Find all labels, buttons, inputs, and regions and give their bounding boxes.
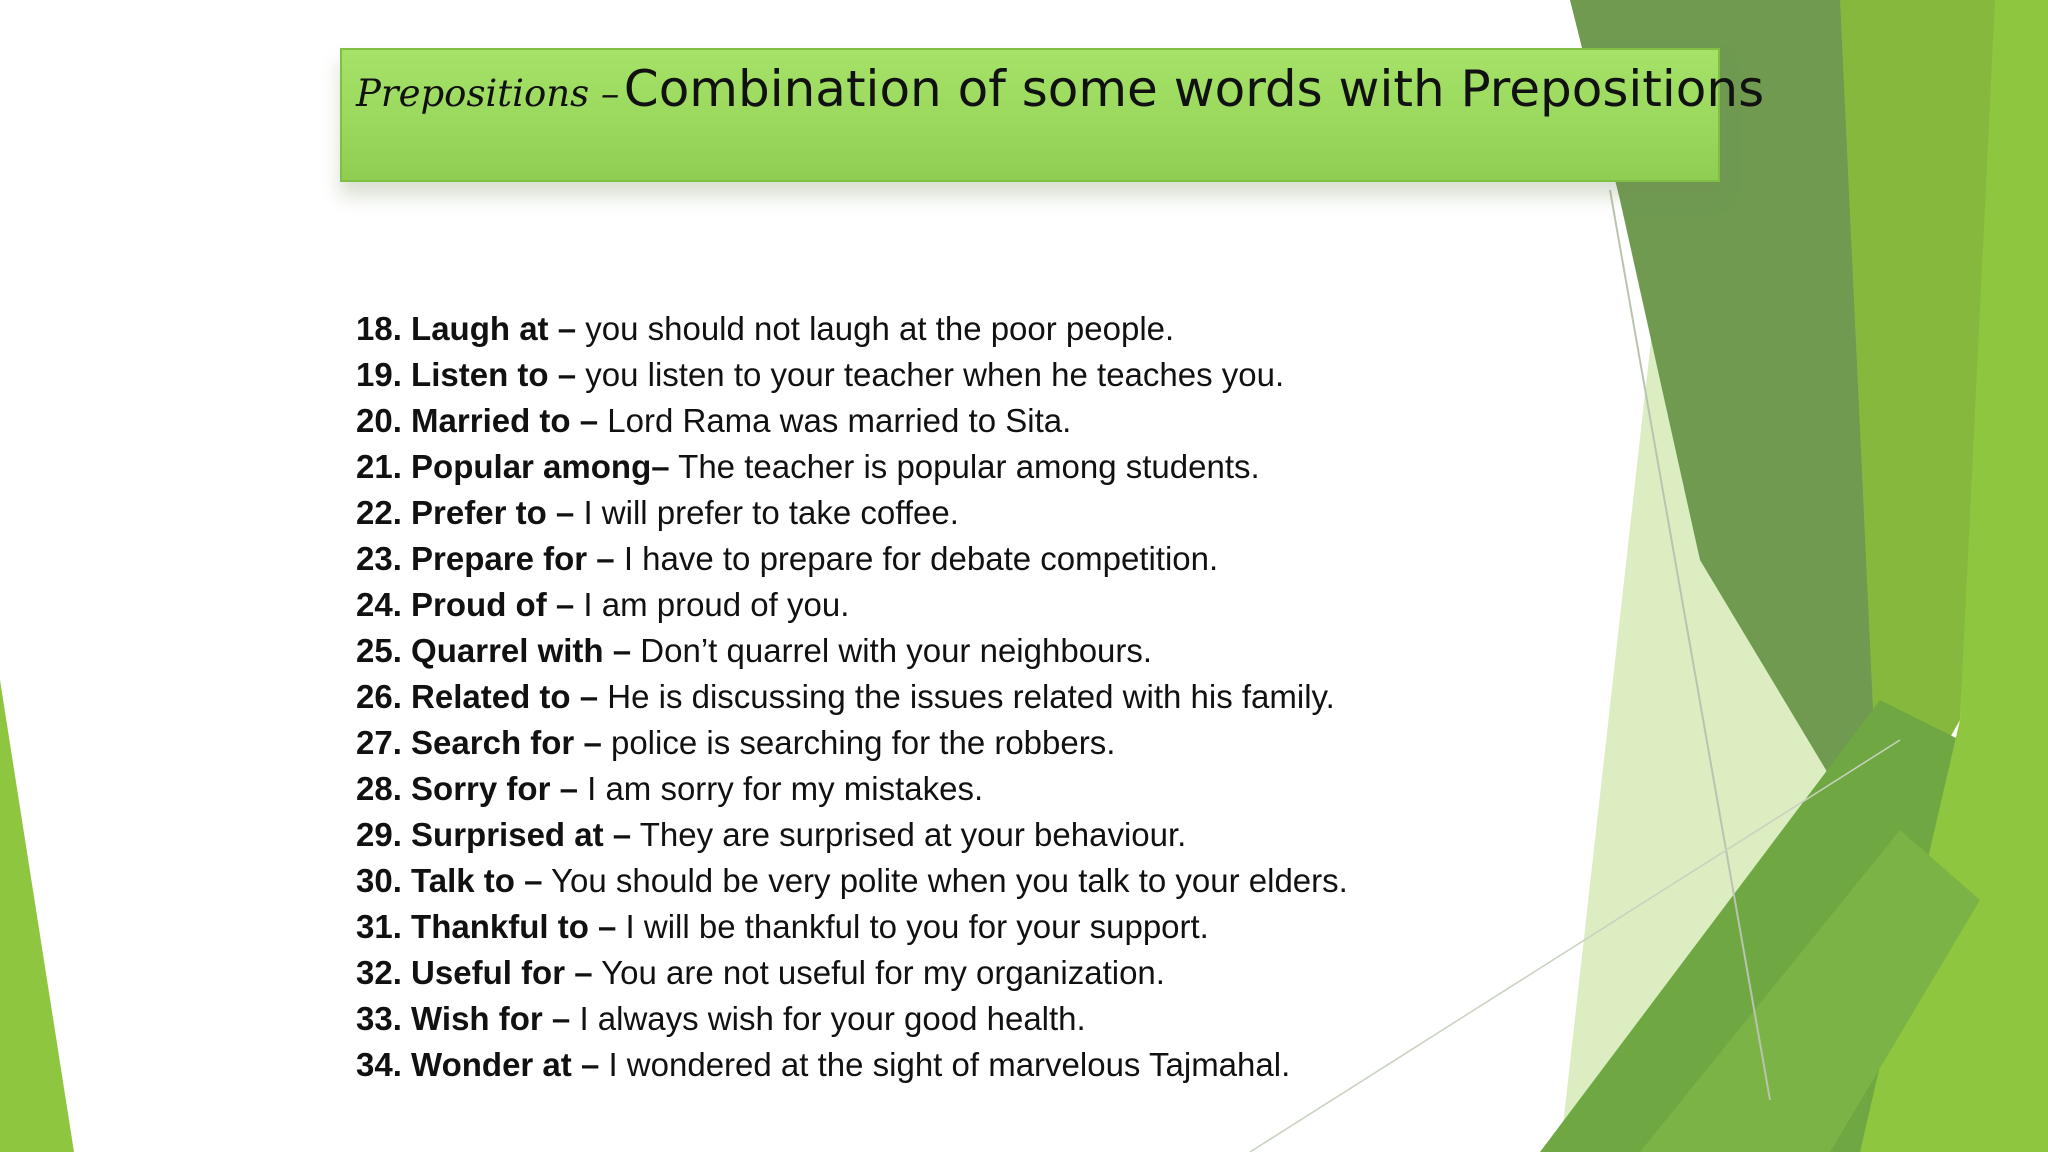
item-term: 18. Laugh at – [356, 310, 577, 347]
item-term: 23. Prepare for – [356, 540, 615, 577]
item-term: 31. Thankful to – [356, 908, 617, 945]
item-example: I am proud of you. [583, 586, 850, 623]
item-example: I am sorry for my mistakes. [587, 770, 984, 807]
item-term: 25. Quarrel with – [356, 632, 632, 669]
preposition-list [356, 306, 1348, 1088]
slide-title [356, 60, 1764, 118]
item-example: They are surprised at your behaviour. [639, 816, 1187, 853]
title-main: Combination of some words with Prepositions [623, 60, 1765, 118]
item-term: 19. Listen to – [356, 356, 577, 393]
item-term: 27. Search for – [356, 724, 602, 761]
item-example: police is searching for the robbers. [610, 724, 1116, 761]
list-item [356, 352, 1348, 398]
list-item [356, 766, 1348, 812]
item-example: you listen to your teacher when he teaches you. [585, 356, 1285, 393]
list-item [356, 720, 1348, 766]
item-example: you should not laugh at the poor people. [585, 310, 1175, 347]
item-example: The teacher is popular among students. [678, 448, 1260, 485]
list-item [356, 950, 1348, 996]
list-item [356, 398, 1348, 444]
list-item [356, 904, 1348, 950]
list-item [356, 582, 1348, 628]
item-term: 30. Talk to – [356, 862, 543, 899]
list-item [356, 628, 1348, 674]
title-prefix: Prepositions – [356, 72, 620, 115]
item-example: Don’t quarrel with your neighbours. [640, 632, 1153, 669]
item-example: I wondered at the sight of marvelous Tajmahal. [608, 1046, 1291, 1083]
list-item [356, 1042, 1348, 1088]
list-item [356, 858, 1348, 904]
title-banner [340, 48, 1765, 182]
item-term: 34. Wonder at – [356, 1046, 600, 1083]
list-item [356, 490, 1348, 536]
list-item [356, 536, 1348, 582]
item-term: 28. Sorry for – [356, 770, 578, 807]
list-item [356, 674, 1348, 720]
item-term: 29. Surprised at – [356, 816, 632, 853]
item-term: 21. Popular among– [356, 448, 670, 485]
list-item [356, 306, 1348, 352]
item-example: You are not useful for my organization. [601, 954, 1165, 991]
item-example: You should be very polite when you talk to your elders. [551, 862, 1348, 899]
item-example: Lord Rama was married to Sita. [607, 402, 1072, 439]
item-term: 22. Prefer to – [356, 494, 575, 531]
item-term: 20. Married to – [356, 402, 599, 439]
list-item [356, 996, 1348, 1042]
item-example: I will prefer to take coffee. [583, 494, 959, 531]
item-term: 24. Proud of – [356, 586, 575, 623]
item-example: He is discussing the issues related with his family. [607, 678, 1335, 715]
item-example: I have to prepare for debate competition. [623, 540, 1219, 577]
item-example: I always wish for your good health. [579, 1000, 1086, 1037]
item-example: I will be thankful to you for your support. [625, 908, 1209, 945]
item-term: 32. Useful for – [356, 954, 593, 991]
item-term: 26. Related to – [356, 678, 599, 715]
left-accent-shape [0, 680, 74, 1152]
item-term: 33. Wish for – [356, 1000, 571, 1037]
list-item [356, 444, 1348, 490]
list-item [356, 812, 1348, 858]
